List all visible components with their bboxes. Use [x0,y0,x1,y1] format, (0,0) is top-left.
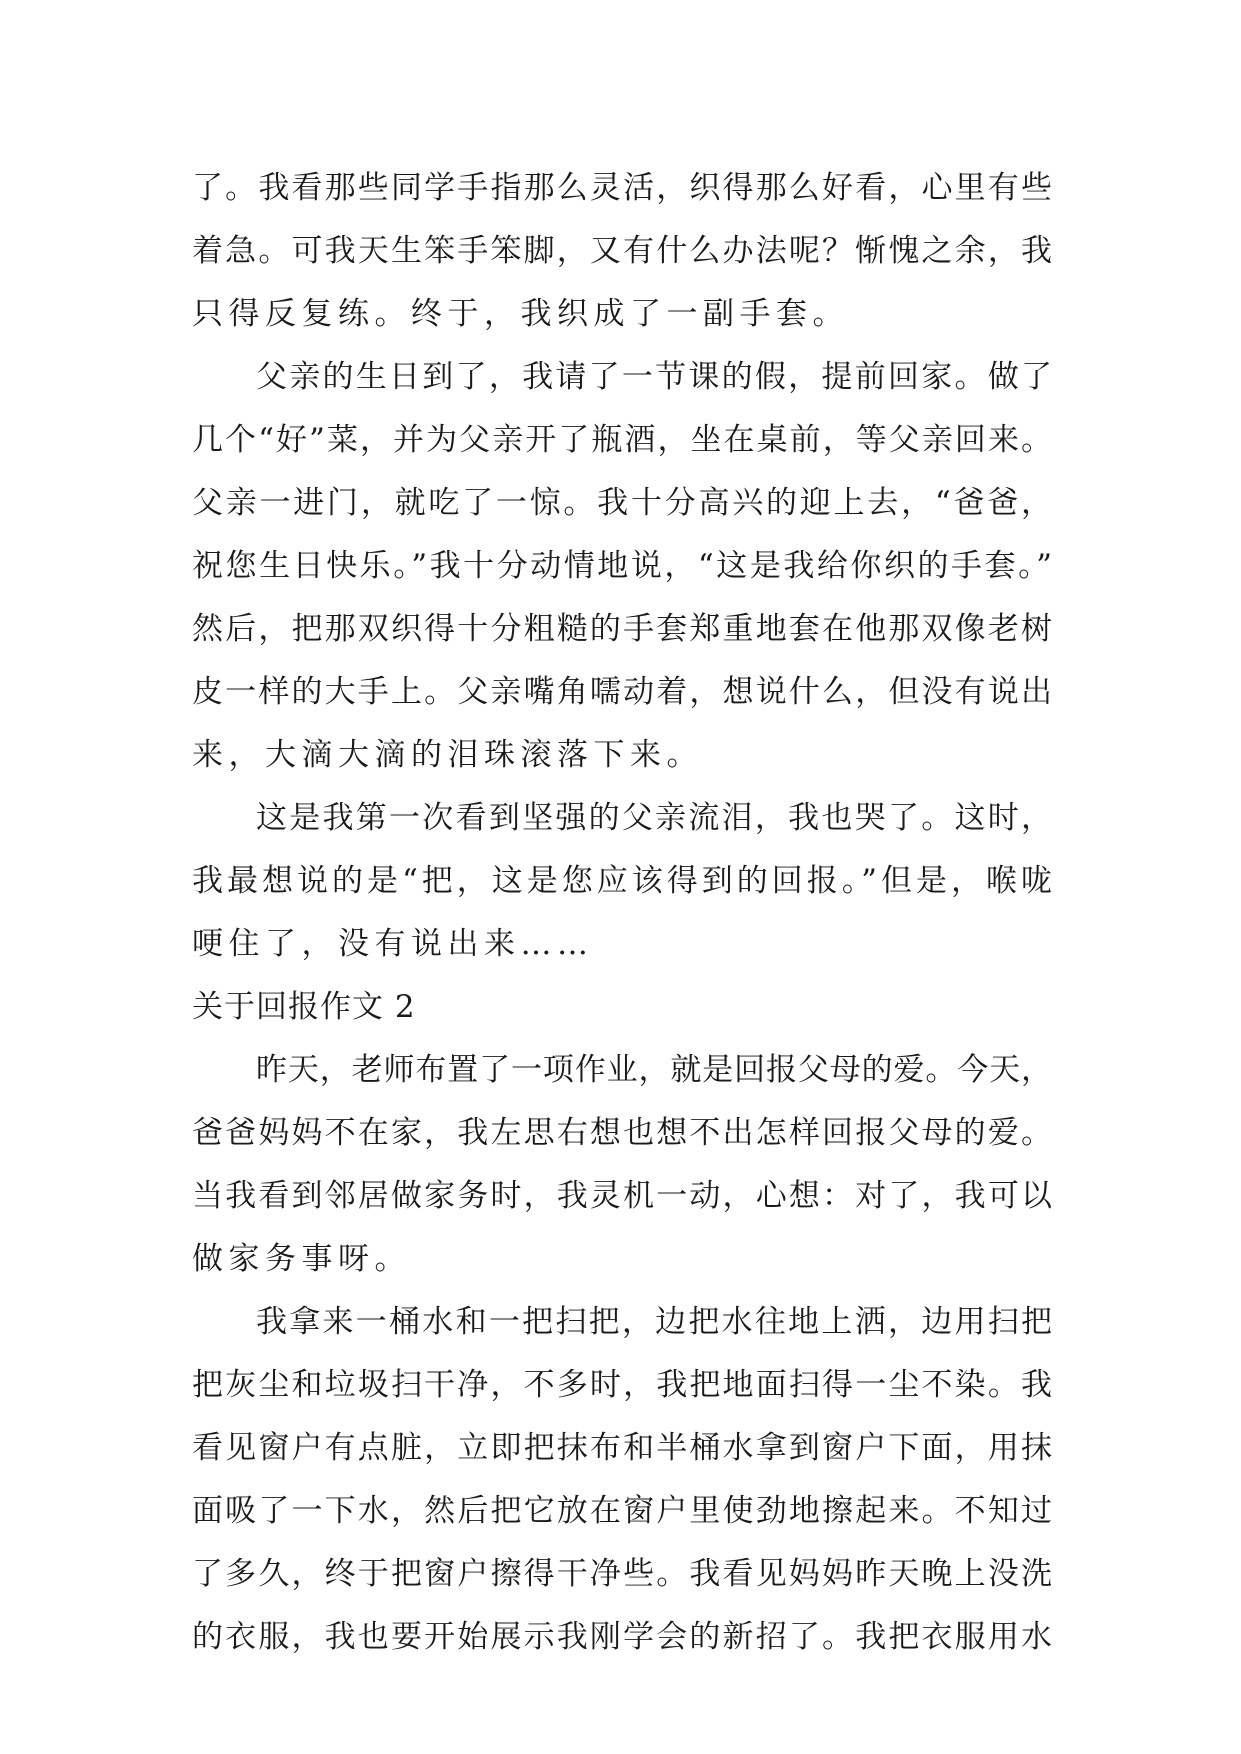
paragraph-line: 来，大滴大滴的泪珠滚落下来。 [192,737,703,773]
paragraph-line: 的衣服，我也要开始展示我刚学会的新招了。我把衣服用水 [192,1619,1052,1655]
paragraph-line: 哽住了，没有说出来…… [192,926,594,962]
paragraph-line: 这是我第一次看到坚强的父亲流泪，我也哭了。这时， [256,800,1052,836]
paragraph-line: 皮一样的大手上。父亲嘴角嚅动着，想说什么，但没有说出 [192,674,1052,710]
paragraph-line: 父亲一进门，就吃了一惊。我十分高兴的迎上去，“爸爸， [192,485,1052,521]
paragraph-line: 然后，把那双织得十分粗糙的手套郑重地套在他那双像老树 [192,611,1052,647]
paragraph-line: 着急。可我天生笨手笨脚，又有什么办法呢？惭愧之余，我 [192,233,1052,269]
paragraph-line: 昨天，老师布置了一项作业，就是回报父母的爱。今天， [256,1052,1052,1088]
document-page [192,157,1052,1669]
paragraph-line: 只得反复练。终于，我织成了一副手套。 [192,296,849,332]
paragraph-line: 面吸了一下水，然后把它放在窗户里使劲地擦起来。不知过 [192,1493,1052,1529]
paragraph-line: 了多久，终于把窗户擦得干净些。我看见妈妈昨天晚上没洗 [192,1556,1052,1592]
paragraph-line: 把灰尘和垃圾扫干净，不多时，我把地面扫得一尘不染。我 [192,1367,1052,1403]
paragraph-line: 我最想说的是“把，这是您应该得到的回报。”但是，喉咙 [192,863,1052,899]
paragraph-line: 几个“好”菜，并为父亲开了瓶酒，坐在桌前，等父亲回来。 [192,422,1052,458]
section-heading: 关于回报作文 2 [192,989,416,1025]
paragraph-line: 做家务事呀。 [192,1241,411,1277]
paragraph-line: 我拿来一桶水和一把扫把，边把水往地上洒，边用扫把 [256,1304,1052,1340]
paragraph-line: 当我看到邻居做家务时，我灵机一动，心想：对了，我可以 [192,1178,1052,1214]
paragraph-line: 祝您生日快乐。”我十分动情地说，“这是我给你织的手套。” [192,548,1052,584]
paragraph-line: 了。我看那些同学手指那么灵活，织得那么好看，心里有些 [192,170,1052,206]
paragraph-line: 父亲的生日到了，我请了一节课的假，提前回家。做了 [256,359,1052,395]
paragraph-line: 爸爸妈妈不在家，我左思右想也想不出怎样回报父母的爱。 [192,1115,1052,1151]
paragraph-line: 看见窗户有点脏，立即把抹布和半桶水拿到窗户下面，用抹 [192,1430,1052,1466]
